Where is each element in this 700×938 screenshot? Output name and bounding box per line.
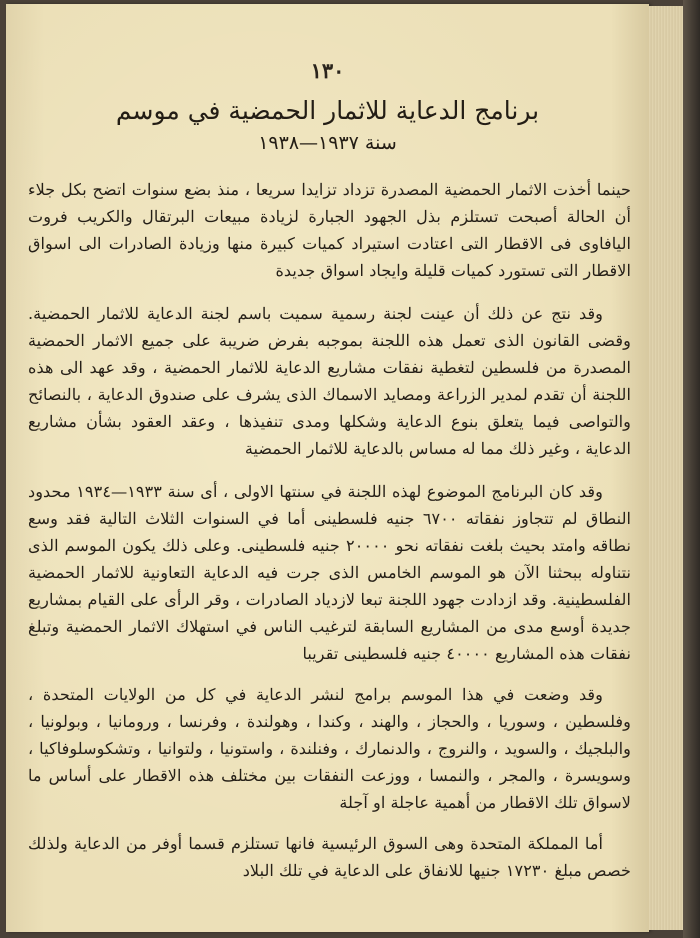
paragraph-3: وقد كان البرنامج الموضوع لهذه اللجنة في سنتها الاولى ، أى سنة ١٩٣٣—١٩٣٤ محدود النطاق لم تتجاوز نفقاته ٦٧٠٠ جنيه فلسطينى أما في السنوات الثلاث التالية فقد وسع نطاقه وامتد بحيث بلغت نفقاته نحو ٢٠٠٠٠ جنيه فلسطينى. وعلى ذلك يكون الموسم الذى نتناوله ببحثنا الآن هو الموسم الخامس الذى جرت فيه الدعاية التعاونية للاثمار الحمضية الفلسطينية. وقد ازدادت جهود اللجنة تبعا لازدياد الصادرات ، وقر الرأى على القيام بمشاريع جديدة أوسع مدى من المشاريع السابقة لترغيب الناس في استهلاك الاثمار الحمضية وتبلغ نفقات هذه المشاريع ٤٠٠٠٠ جنيه فلسطينى تقريبا — [28, 482, 631, 663]
book-page — [6, 4, 649, 932]
paragraph-5: أما المملكة المتحدة وهى السوق الرئيسية فانها تستلزم قسما أوفر من الدعاية ولذلك خصص مبلغ ١٧٢٣٠ جنيها للانفاق على الدعاية في تلك البلاد — [28, 834, 631, 880]
page-number: ١٣٠ — [310, 58, 345, 83]
paragraph-4: وقد وضعت في هذا الموسم برامج لنشر الدعاية في كل من الولايات المتحدة ، وفلسطين ، وسوريا ، والحجاز ، والهند ، وكندا ، وهولندة ، وفرنسا ، ورومانيا ، وبولونيا ، والبلجيك ، والسويد ، والنروج ، والدنمارك ، وفنلندة ، واستونيا ، ولتوانيا ، وتشكوسلوفاكيا ، وسويسرة ، والمجر ، والنمسا ، ووزعت النفقات بين مختلف هذه الاقطار على أساس ما لاسواق تلك الاقطار من أهمية عاجلة او آجلة — [28, 685, 631, 812]
paragraph-2: وقد نتج عن ذلك أن عينت لجنة رسمية سميت باسم لجنة الدعاية للاثمار الحمضية. وقضى القانون الذى تعمل هذه اللجنة بموجبه بفرض ضريبة على جميع الاثمار الحمضية المصدرة من فلسطين لتغطية نفقات مشاريع الدعاية للاثمار الحمضية ، وقد عهد الى هذه اللجنة أن تقدم لمدير الزراعة ومصايد الاسماك الذى يشرف على صندوق الدعاية ، بالنصائح والتواصى فيما يتعلق بنوع الدعاية وشكلها ومدى تنفيذها ، وعقد العقود بشأن مشاريع الدعاية ، وغير ذلك مما له مساس بالدعاية للاثمار الحمضية — [28, 304, 631, 458]
book-spine — [683, 0, 700, 938]
page-stack-edge — [649, 6, 685, 930]
body-text — [28, 176, 631, 884]
paragraph-1: حينما أخذت الاثمار الحمضية المصدرة تزداد تزايدا سريعا ، منذ بضع سنوات اتضح بكل جلاء أن الحالة أصبحت تستلزم بذل الجهود الجبارة لزيادة مبيعات البرتقال والكريب فروت اليافاوى فى الاقطار التى اعتادت استيراد كميات كبيرة منها وزيادة الصادرات الى اسواق الاقطار التى تستورد كميات قليلة وايجاد اسواق جديدة — [28, 180, 631, 280]
page-subtitle: سنة ١٩٣٧—١٩٣٨ — [258, 132, 397, 154]
page-title: برنامج الدعاية للاثمار الحمضية في موسم — [115, 96, 540, 125]
